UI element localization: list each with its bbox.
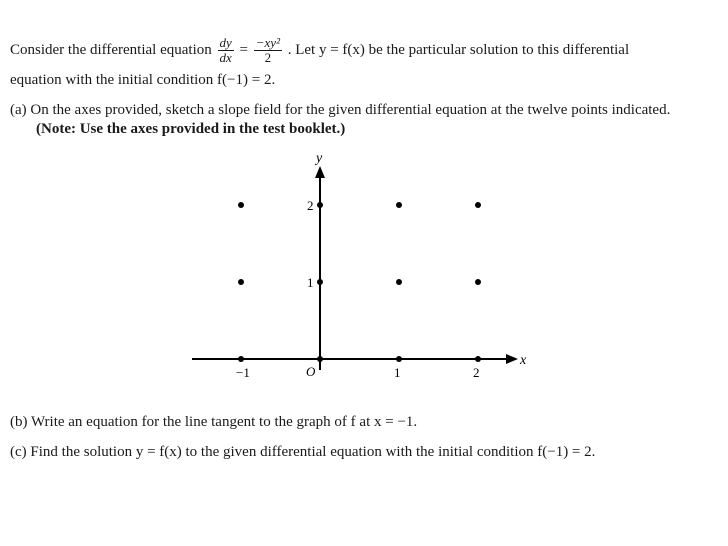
origin-label: O [306,364,316,379]
dy-numerator: dy [219,35,232,50]
x-tick-label: −1 [236,365,250,380]
slope-field-axes [0,148,728,398]
x-tick-label: 1 [394,365,401,380]
grid-point [238,279,244,285]
grid-point [475,279,481,285]
part-a-note: (Note: Use the axes provided in the test booklet.) [36,121,346,137]
dx-denominator: dx [219,50,232,65]
grid-point [396,279,402,285]
grid-point [396,202,402,208]
grid-point [475,356,481,362]
x-tick-label: 2 [473,365,480,380]
grid-point [317,279,323,285]
y-tick-label: 1 [307,275,314,290]
intro-suffix: . Let y = f(x) be the particular solution to this differential [287,41,630,58]
rhs-denominator: 2 [264,50,272,65]
y-tick-label: 2 [307,198,314,213]
dy-dx-fraction [218,36,234,65]
grid-point [396,356,402,362]
grid-point [317,356,323,362]
grid-point [475,202,481,208]
rhs-numerator: −xy² [255,35,280,50]
rhs-fraction [254,36,282,65]
y-axis-arrow-icon [315,166,325,178]
x-axis-arrow-icon [506,354,518,364]
x-axis-label: x [520,353,527,368]
y-axis-label: y [316,151,323,166]
grid-point [238,202,244,208]
problem-intro-line-1 [10,36,629,65]
part-a-text: (a) On the axes provided, sketch a slope field for the given differential equation at the twelve points indicated. [10,102,671,118]
intro-prefix: Consider the differential equation [10,41,212,58]
problem-intro-line-2: equation with the initial condition f(−1) = 2. [10,72,276,88]
part-c-text: (c) Find the solution y = f(x) to the given differential equation with the initial condition f(−1) = 2. [10,444,596,460]
part-b-text: (b) Write an equation for the line tangent to the graph of f at x = −1. [10,414,418,430]
equals-sign: = [239,41,248,58]
grid-point [317,202,323,208]
grid-point [238,356,244,362]
